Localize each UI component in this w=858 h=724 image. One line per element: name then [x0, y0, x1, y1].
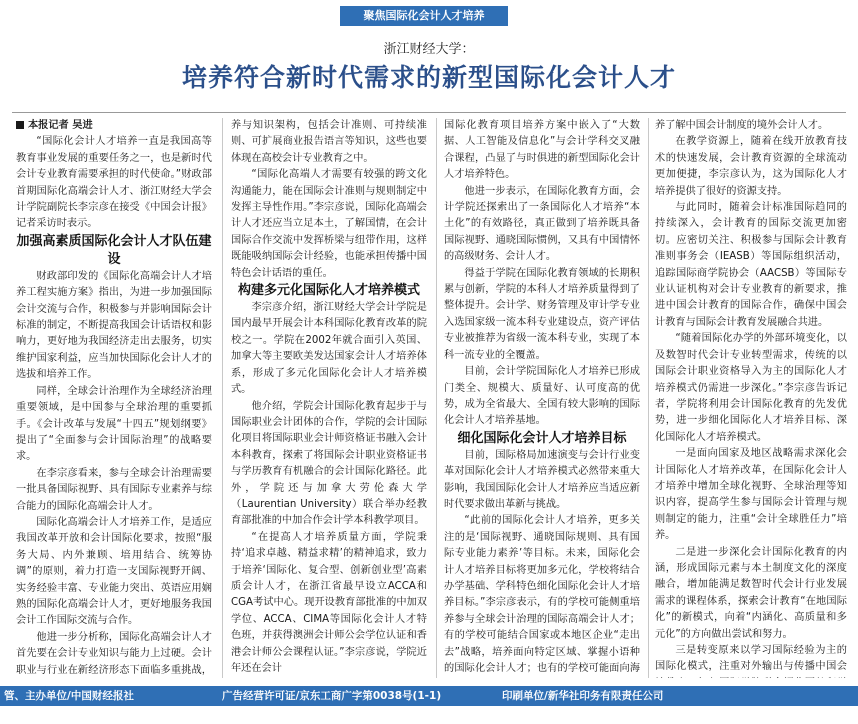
paragraph: 同样，全球会计治理作为全球经济治理重要领域，是中国参与全球治理的重要抓手。《会计改革与发展“十四五”规划纲要》提出了“全面参与会计国际治理”的战略要求。 — [16, 385, 212, 463]
column-divider — [222, 118, 223, 678]
article-column-2 — [231, 118, 427, 678]
paragraph: 一是面向国家及地区战略需求深化会计国际化人才培养改革，在国际化会计人才培养中增加全球化视野、全球治理等知识内容，提高学生参与国际会计管理与规则制定的能力，注重“会计全球胜任力”培养。 — [655, 448, 847, 542]
paragraph: 目前，会计学院国际化人才培养已形成门类全、规模大、质量好、认可度高的优势，成为全省最大、全国有较大影响的国际化会计人才培养基地。 — [444, 366, 640, 427]
page-footer — [0, 686, 858, 706]
paragraph: 在李宗彦看来，参与全球会计治理需要一批具备国际视野、具有国际专业素养与综合能力的国际化高端会计人才。 — [16, 467, 212, 512]
footer-license: 广告经营许可证/京东工商广字第0038号(1-1) — [222, 690, 442, 702]
section-heading: 细化国际化会计人才培养目标 — [457, 430, 627, 446]
column-divider — [436, 118, 437, 678]
footer-printer: 印刷单位/新华社印务有限责任公司 — [502, 690, 664, 702]
reporter-byline: 本报记者 吴进 — [16, 118, 212, 134]
paragraph: 国际化高端会计人才培养工作，是适应我国改革开放和会计国际化要求，按照“服务大局、内外兼顾、培用结合、统筹协调”的原则，着力打造一支国际视野开阔、实务经验丰富、专业能力突出、英语应用娴熟的国际化高端会计人才，更好地服务我国会计工作国际交流与合作。 — [16, 516, 212, 627]
title-divider — [12, 112, 846, 113]
page-bottom-margin — [0, 706, 858, 724]
paragraph: 财政部印发的《国际化高端会计人才培养工程实施方案》指出，为进一步加强国际会计交流与合作，积极参与并影响国际会计标准的制定，不断提高我国会计话语权和影响力，更好地为我国经济走出去服务，切实维护国家利益，应当加快国际化会计人才的选拔和培养工作。 — [16, 270, 212, 381]
paragraph: “国际化高端人才需要有较强的跨文化沟通能力，能在国际会计准则与规则制定中发挥主导性作用。”李宗彦说，国际化高端会计人才还应当立足本土，了解国情，在会计国际合作交流中发挥桥梁与纽带作用，这样既能吸纳国际会计经验，也能承担传播中国特色会计话语的重任。 — [231, 169, 427, 279]
paragraph: 他介绍，学院会计国际化教育起步于与国际职业会计团体的合作，学院的会计国际化项目将国际职业会计师资格证书融入会计本科教育，探索了将国际会计职业资格证书与学历教育有机融合的会计国际化路径。此外，学院还与加拿大劳伦森大学（Laurentian University）联合举办经教育部批准的中加合作会计学本科教学项目。 — [231, 400, 427, 527]
paragraph: “在提高人才培养质量方面，学院秉持‘追求卓越、精益求精’的精神追求，致力于培养‘国际化、复合型、创新创业型’高素质会计人才，在浙江省最早设立ACCA和CGA考试中心。现开设教育部批准的中加双学位、ACCA、CIMA等国际化会计人才特色班，并获得澳洲会计师公会学位认证和香港会计师公会课程认证。”李宗彦说，学院近年还在会计 — [231, 531, 427, 674]
paragraph: “此前的国际化会计人才培养，更多关注的是‘国际视野、通晓国际规则、具有国际专业能力素养’等目标。未来，国际化会计人才培养目标将更加多元化，学校将结合办学基础、学科特色细化国际化会计人才培养目标。”李宗彦表示，有的学校可能侧重培养参与全球会计治理的国际高端会计人才；有的学校可能结合国家或本地区企业“走出去”战略，培养面向特定区域、掌握小语种的国际化会计人才；也有的学校可能面向海 — [444, 515, 640, 674]
section-heading: 构建多元化国际化人才培养模式 — [237, 283, 420, 299]
paragraph: 养了解中国会计制度的境外会计人才。 — [655, 120, 829, 131]
paragraph: 在教学资源上，随着在线开放教育技术的快速发展，会计教育资源的全球流动更加便捷，李宗彦认为，这为国际化人才培养提供了很好的资源支持。 — [655, 136, 847, 197]
paragraph: 国际化教育项目培养方案中嵌入了“大数据、人工智能及信息化”与会计学科交叉融合课程，凸显了与时俱进的新型国际化会计人才培养特色。 — [444, 120, 640, 181]
paragraph: 他进一步表示，在国际化教育方面，会计学院还探索出了一条国际化人才培养“本土化”的有效路径，真正做到了培养既具备国际视野、通晓国际惯例，又具有中国情怀的高级财务、会计人才。 — [444, 185, 640, 263]
paragraph: “随着国际化办学的外部环境变化，以及数智时代会计专业转型需求，传统的以国际会计职业资格导入为主的国际化人才培养模式仍需进一步深化。”李宗彦告诉记者，学院将利用会计国际化教育的先发优势，进一步细化国际化人才培养目标、深化国际化人才培养模式。 — [655, 333, 847, 443]
article-column-3 — [444, 118, 640, 678]
section-banner: 聚焦国际化会计人才培养 — [340, 6, 508, 26]
article-column-1 — [16, 118, 212, 678]
paragraph: 李宗彦介绍，浙江财经大学会计学院是国内最早开展会计本科国际化教育改革的院校之一。学院在2002年就合面引入英国、加拿大等主要欧美发达国家会计人才培养体系，形成了多元化国际化会计人才培养模式。 — [231, 302, 427, 396]
paragraph: 得益于学院在国际化教育领域的长期积累与创新，学院的本科人才培养质量得到了整体提升。会计学、财务管理及审计学专业入选国家级一流本科专业建设点，资产评估专业被推荐为省级一流本科专业，实现了本科一流专业的全覆盖。 — [444, 267, 640, 361]
footer-publisher: 管、主办单位/中国财经报社 — [4, 690, 134, 702]
paragraph: “国际化会计人才培养一直是我国高等教育事业发展的重要任务之一，也是新时代会计专业教育需要承担的时代使命。”财政部首期国际化高端会计人才、浙江财经大学会计学院副院长李宗彦在接受《中国会计报》记者采访时表示。 — [16, 136, 212, 230]
paragraph: 二是进一步深化会计国际化教育的内涵，形成国际元素与本土制度文化的深度融合，增加能满足数智时代会计行业发展需求的课程体系，探索会计教育“在地国际化”的新模式，向着“内涵化、高质量和多元化”的方向做出尝试和努力。 — [655, 546, 847, 640]
paragraph: 目前，国际格局加速演变与会计行业变革对国际化会计人才培养模式必然带来重大影响，我国国际化会计人才培养应当适应新时代要求做出革新与挑战。 — [444, 449, 640, 510]
paragraph: 与此同时，随着会计标准国际趋同的持续深入，会计教育的国际交流更加密切。应密切关注、积极参与国际会计教育准则事务会（IEASB）等国际组织活动，追踪国际商学院协会（AACSB）等国际专业认证机构对会计专业教育的新要求，推进中国会计教育的国际合作，确保中国会计教育与国际会计教育发展融合共进。 — [655, 202, 847, 328]
column-divider — [648, 118, 649, 678]
article-column-4 — [655, 118, 847, 678]
paragraph: 三是转变原来以学习国际经验为主的国际化模式，注重对外输出与传播中国会 — [655, 645, 847, 673]
paragraph: 养与知识架构，包括会计准则、可持续准则、可扩展商业报告语言等知识，这些也要体现在高校会计专业教育之中。 — [231, 120, 427, 164]
article-title: 培养符合新时代需求的新型国际化会计人才 — [181, 63, 676, 92]
section-heading: 加强高素质国际化会计人才队伍建设 — [16, 233, 212, 267]
article-subtitle: 浙江财经大学： — [383, 42, 475, 57]
paragraph: 他进一步分析称，国际化高端会计人才首先要在会计专业知识与能力上过硬。会计职业与行业在新经济形态下面临多重挑战， — [16, 631, 212, 676]
